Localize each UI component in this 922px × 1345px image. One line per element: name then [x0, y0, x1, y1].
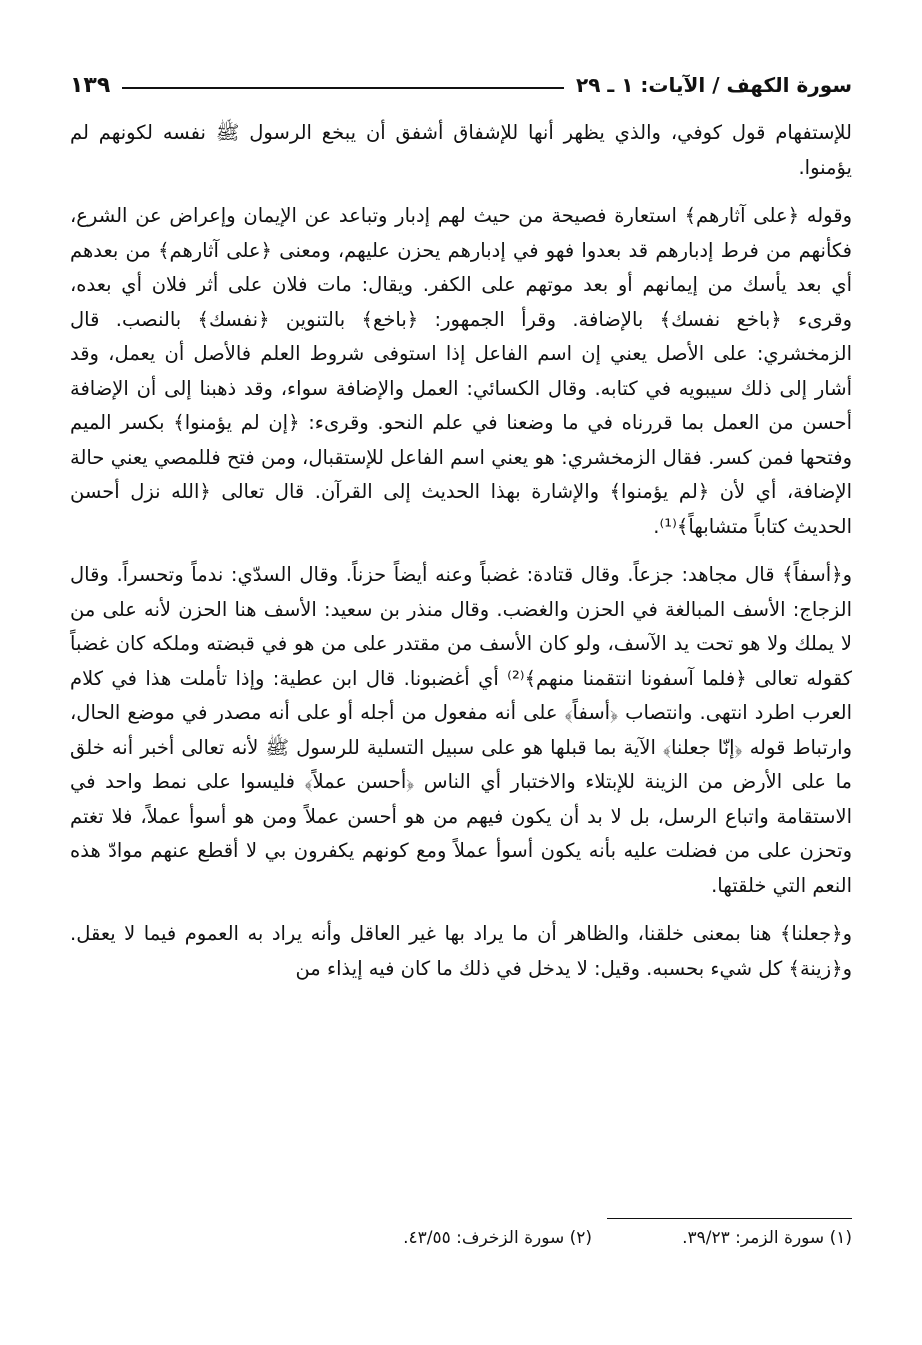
- running-title: سورة الكهف / الآيات: ١ ـ ٢٩: [576, 73, 852, 97]
- paragraph: و﴿أسفاً﴾ قال مجاهد: جزعاً. وقال قتادة: غضباً وعنه أيضاً حزناً. وقال السدّي: ندماً وتحسراً. وقال الزجاج: الأسف المبالغة في الحزن والغضب. وقال منذر بن سعيد: الأسف هنا الحزن لأنه على من لا يملك ولا هو تحت يد الآسف، ولو كان الأسف من مقتدر على من هو في قبضته وملكه كان غضباً كقوله تعالى ﴿فلما آسفونا انتقمنا منهم﴾⁽²⁾ أي أغضبونا. قال ابن عطية: وإذا تأملت هذا في كلام العرب اطرد انتهى. وانتصاب ﴿أسفاً﴾ على أنه مفعول من أجله أو على أنه مصدر في موضع الحال، وارتباط قوله ﴿إنّا جعلنا﴾ الآية بما قبلها هو على سبيل التسلية للرسول ﷺ لأنه تعالى أخبر أنه خلق ما على الأرض من الزينة للإبتلاء والاختبار أي الناس ﴿أحسن عملاً﴾ فليسوا على نمط واحد في الاستقامة واتباع الرسل، بل لا بد أن يكون فيهم من هو أحسن عملاً ومن هو أسوأ عملاً، فلا تغتم وتحزن على من فضلت عليه بأنه يكون أسوأ عملاً ومع كونهم يكفرون بي لا أقطع عنهم موادّ هذه النعم التي خلقتها.: [70, 563, 853, 897]
- paragraph: و﴿جعلنا﴾ هنا بمعنى خلقنا، والظاهر أن ما يراد بها غير العاقل وأنه يراد به العموم فيما لا يعقل. و﴿زينة﴾ كل شيء بحسبه. وقيل: لا يدخل في ذلك ما كان فيه إيذاء من: [70, 922, 852, 980]
- page-number: ١٣٩: [70, 72, 111, 98]
- footnotes: [70, 1228, 852, 1248]
- paragraph: للإستفهام قول كوفي، والذي يظهر أنها للإشفاق أشفق أن يبخع الرسول ﷺ نفسه لكونهم لم يؤمنوا.: [70, 121, 852, 179]
- paragraph: وقوله ﴿على آثارهم﴾ استعارة فصيحة من حيث لهم إدبار وتباعد عن الإيمان وإعراض عن الشرع، فكأنهم من فرط إدبارهم قد بعدوا فهو في إدبارهم يحزن عليهم، ومعنى ﴿على آثارهم﴾ من بعدهم أي بعد يأسك من إيمانهم أو بعد موتهم على الكفر. ويقال: مات فلان على أثر فلان أي بعده، وقرىء ﴿باخع نفسك﴾ بالإضافة. وقرأ الجمهور: ﴿باخع﴾ بالتنوين ﴿نفسك﴾ بالنصب. قال الزمخشري: على الأصل يعني إن اسم الفاعل إذا استوفى شروط العلم فالأصل أن يعمل، وقد أشار إلى ذلك سيبويه في كتابه. وقال الكسائي: العمل والإضافة سواء، وقد ذهبنا إلى أن الإضافة أحسن من العمل بما قررناه في ما وضعنا في علم النحو. وقرىء: ﴿إن لم يؤمنوا﴾ بكسر الميم وفتحها فمن كسر. فقال الزمخشري: هو يعني اسم الفاعل للإستقبال، ومن فتح فللمصي يعني حالة الإضافة، أي لأن ﴿لم يؤمنوا﴾ والإشارة بهذا الحديث إلى القرآن. قال تعالى ﴿الله نزل أحسن الحديث كتاباً متشابهاً﴾⁽¹⁾.: [70, 204, 852, 538]
- page-header: [70, 68, 852, 102]
- footnote-rule: [607, 1218, 852, 1219]
- footnote-1: (١) سورة الزمر: ٣٩/٢٣.: [682, 1228, 852, 1248]
- main-text: [70, 116, 852, 1000]
- footnote-2: (٢) سورة الزخرف: ٤٣/٥٥.: [403, 1228, 593, 1248]
- header-rule: [122, 87, 564, 89]
